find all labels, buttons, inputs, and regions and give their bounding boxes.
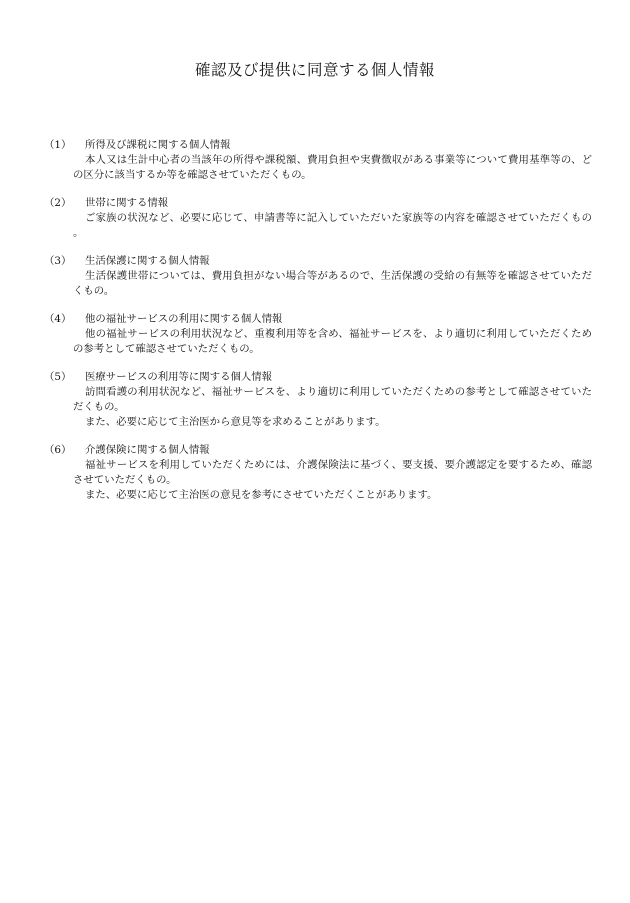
section-heading: [44, 196, 592, 211]
section-title: 他の福祉サービスの利用に関する個人情報: [85, 313, 283, 325]
section-paragraph: 本人又は生計中心者の当該年の所得や課税額、費用負担や実費徴収がある事業等について費用基準等の、どの区分に該当するか等を確認させていただくもの。: [73, 154, 592, 181]
section-list: [44, 138, 592, 516]
section-other-welfare-services: [44, 312, 592, 357]
page-title: 確認及び提供に同意する個人情報: [194, 61, 435, 79]
section-number: （4）: [44, 313, 72, 325]
section-welfare-assistance: [44, 254, 592, 299]
section-heading: [44, 312, 592, 327]
section-title: 医療サービスの利用等に関する個人情報: [85, 371, 273, 383]
section-number: （2）: [44, 197, 72, 209]
section-number: （1）: [44, 139, 72, 151]
section-heading: [44, 443, 592, 458]
section-number: （5）: [44, 371, 72, 383]
section-paragraph: 他の福祉サービスの利用状況など、重複利用等を含め、福祉サービスを、より適切に利用していただくための参考として確認させていただくもの。: [73, 328, 592, 355]
section-number: （6）: [44, 444, 72, 456]
section-heading: [44, 254, 592, 269]
section-title: 所得及び課税に関する個人情報: [85, 139, 231, 151]
section-household: [44, 196, 592, 241]
section-title: 世帯に関する情報: [85, 197, 169, 209]
section-long-term-care-insurance: [44, 443, 592, 503]
section-heading: [44, 138, 592, 153]
section-paragraph: 生活保護世帯については、費用負担がない場合等があるので、生活保護の受給の有無等を確認させていただくもの。: [73, 270, 592, 297]
section-medical-services: [44, 370, 592, 430]
section-title: 生活保護に関する個人情報: [85, 255, 210, 267]
section-paragraph: 訪問看護の利用状況など、福祉サービスを、より適切に利用していただくための参考として確認させていただくもの。: [73, 386, 592, 413]
section-title: 介護保険に関する個人情報: [85, 444, 210, 456]
section-paragraph: ご家族の状況など、必要に応じて、申請書等に記入していただいた家族等の内容を確認させていただくもの。: [73, 212, 592, 239]
section-income-tax: [44, 138, 592, 183]
section-paragraph: また、必要に応じて主治医から意見等を求めることがあります。: [85, 416, 386, 428]
section-heading: [44, 370, 592, 385]
section-number: （3）: [44, 255, 72, 267]
section-paragraph: 福祉サービスを利用していただくためには、介護保険法に基づく、要支援、要介護認定を要するため、確認させていただくもの。: [73, 459, 592, 486]
section-paragraph: また、必要に応じて主治医の意見を参考にさせていただくことがあります。: [85, 489, 438, 501]
